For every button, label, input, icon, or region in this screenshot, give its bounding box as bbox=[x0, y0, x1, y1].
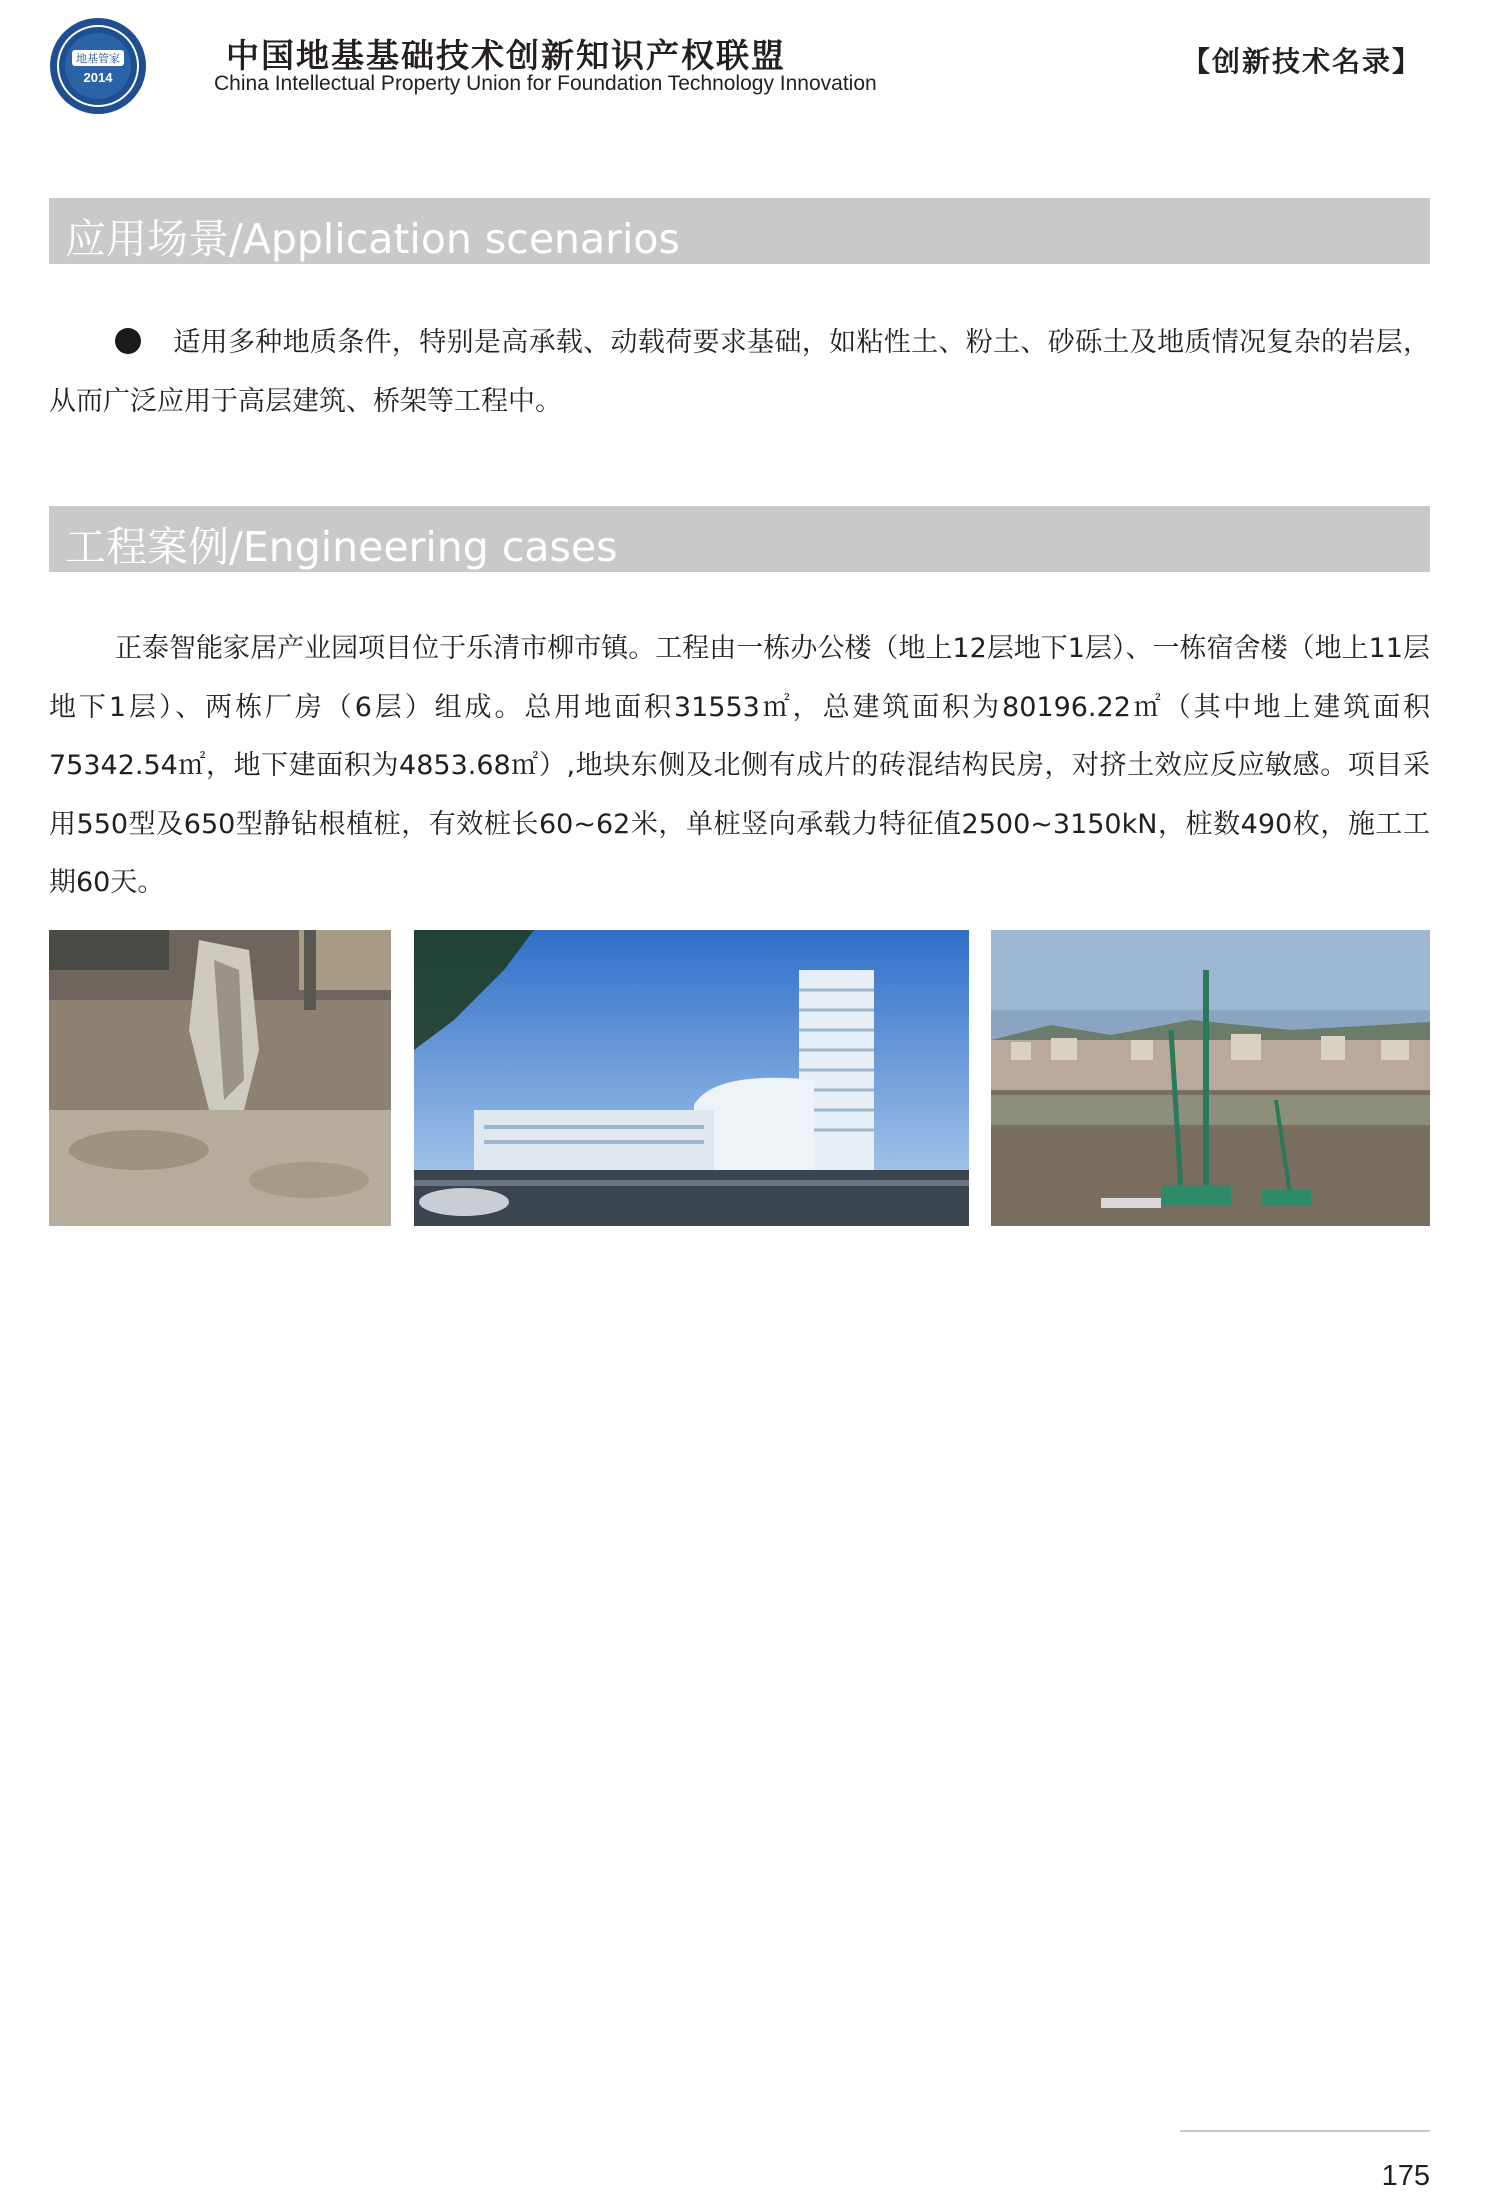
application-section-header bbox=[49, 198, 1430, 264]
cases-paragraph: 正泰智能家居产业园项目位于乐清市柳市镇。工程由一栋办公楼（地上12层地下1层）、一栋宿舍楼（地上11层地下1层）、两栋厂房（6层）组成。总用地面积31553㎡，总建筑面积为80196.22㎡（其中地上建筑面积75342.54㎡，地下建面积为4853.68㎡）,地块东侧及北侧有成片的砖混结构民房，对挤土效应反应敏感。项目采用550型及650型静钻根植桩，有效桩长60~62米，单桩竖向承载力特征值2500~3150kN，桩数490枚，施工工期60天。 bbox=[49, 633, 1431, 898]
pile-rig-site-photo-icon bbox=[991, 930, 1430, 1226]
cases-section-title: 工程案例/Engineering cases bbox=[65, 523, 618, 571]
union-logo-icon bbox=[48, 16, 148, 116]
org-name-en: China Intellectual Property Union for Foundation Technology Innovation bbox=[214, 72, 877, 95]
org-name-cn: 中国地基基础技术创新知识产权联盟 bbox=[226, 36, 786, 75]
catalog-label: 【创新技术名录】 bbox=[1181, 45, 1422, 78]
footer-divider bbox=[1180, 2130, 1430, 2132]
application-text: 适用多种地质条件，特别是高承载、动载荷要求基础，如粘性土、粉土、砂砾土及地质情况复杂的岩层，从而广泛应用于高层建筑、桥架等工程中。 bbox=[49, 327, 1430, 417]
cases-section-header bbox=[49, 506, 1430, 572]
bullet-icon bbox=[115, 328, 141, 354]
logo-text: 地基管家 bbox=[76, 52, 120, 65]
page-number: 175 bbox=[1381, 2160, 1430, 2192]
logo-year: 2014 bbox=[83, 70, 113, 85]
building-rendering-photo-icon bbox=[414, 930, 969, 1226]
excavated-pile-photo-icon bbox=[49, 930, 391, 1226]
application-paragraph bbox=[49, 314, 1430, 431]
application-section-title: 应用场景/Application scenarios bbox=[65, 215, 680, 263]
